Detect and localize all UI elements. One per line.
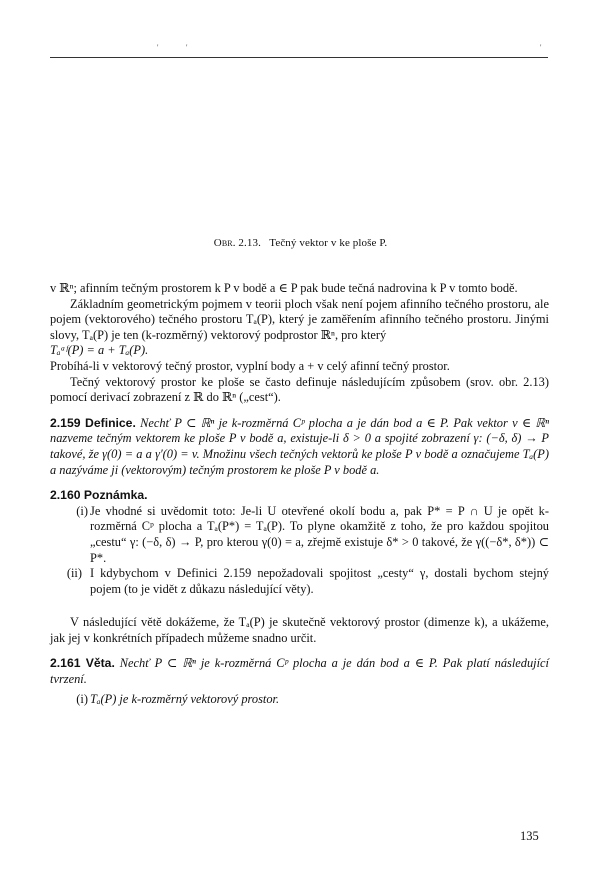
paragraph-after-remark: V následující větě dokážeme, že Tₐ(P) je skutečně vektorový prostor (dimenze k), a ukážeme, jak jej v konkrétních případech můžeme snadno určit. — [50, 615, 549, 645]
definition-text: Nechť P ⊂ ℝⁿ je k-rozměrná Cᵖ plocha a je dán bod a ∈ P. Pak vektor v ∈ ℝⁿ nazveme tečným vektorem ke ploše P v bodě a, existuje-li δ > 0 a spojité zobrazení γ: (−δ, δ) → P takové, že γ(0) = a a γ′(0) = v. Množinu všech tečných vektorů ke ploše P v bodě a označujeme Tₐ(P) a nazýváme ji (vektorovým) tečným prostorem ke ploše P v bodě a. — [50, 415, 549, 477]
theorem-item-1-text: Tₐ(P) je k-rozměrný vektorový prostor. — [90, 691, 280, 706]
theorem-heading: 2.161 Věta. — [50, 656, 115, 671]
remark-item-1-text: Je vhodné si uvědomit toto: Je-li U otevřené okolí bodu a, pak P* = P ∩ U je opět k-rozměrná Cᵖ plocha a Tₐ(P*) = Tₐ(P). To plyne okamžitě z toho, že pro každou spojitou „cestu“ γ: (−δ, δ) → P, pro kterou γ(0) = a, zřejmě existuje δ* > 0 takové, že γ((−δ*, δ*)) ⊂ P*. — [90, 503, 549, 565]
header-mark-2: ' — [186, 43, 188, 52]
remark-item-2-text: I kdybychom v Definici 2.159 nepožadovali spojitost „cesty“ γ, dostali bychom stejný pojem (to je vidět z důkazu následující věty). — [90, 566, 549, 596]
page-body — [50, 281, 549, 707]
header-mark-3: ' — [540, 43, 542, 52]
remark-heading: 2.160 Poznámka. — [50, 488, 148, 503]
definition-block — [50, 416, 549, 478]
page-number: 135 — [520, 829, 539, 843]
displayed-formula: Tₐᵃᶠ(P) = a + Tₐ(P). — [50, 343, 149, 358]
paragraph-2: Základním geometrickým pojmem v teorii ploch však není pojem afinního tečného prostoru, ale pojem (vektorového) tečného prostoru Tₐ(P), který je zaměřením afinního tečného prostoru. Jinými slovy, Tₐ(P) je ten (k-rozměrný) vektorový podprostor ℝⁿ, pro který — [50, 296, 549, 342]
remark-item-2 — [50, 566, 549, 597]
theorem-item-1-number: (i) — [76, 691, 88, 706]
definition-heading: 2.159 Definice. — [50, 415, 136, 430]
theorem-item-1 — [50, 692, 549, 708]
paragraph-4: Tečný vektorový prostor ke ploše se často definuje následujícím způsobem (srov. obr. 2.13) pomocí derivací zobrazení z ℝ do ℝⁿ („cest“). — [50, 374, 549, 405]
header-mark-1: ' — [157, 43, 159, 52]
figure-caption-label: Obr. 2.13. — [213, 237, 261, 249]
remark-item-1 — [50, 504, 549, 566]
figure-area — [50, 60, 548, 230]
figure-caption — [0, 237, 601, 249]
paragraph-3: Probíhá-li v vektorový tečný prostor, vyplní body a + v celý afinní tečný prostor. — [50, 358, 450, 373]
theorem-block — [50, 656, 549, 687]
figure-caption-text: Tečný vektor v ke ploše P. — [269, 237, 388, 249]
remark-item-1-number: (i) — [76, 503, 88, 518]
paragraph-1: v ℝⁿ; afinním tečným prostorem k P v bodě a ∈ P pak bude tečná nadrovina k P v tomto bodě. — [50, 281, 518, 295]
header-rule — [50, 57, 548, 58]
theorem-text: Nechť P ⊂ ℝⁿ je k-rozměrná Cᵖ plocha a je dán bod a ∈ P. Pak platí následující tvrzení. — [50, 656, 549, 687]
remark-item-2-number: (ii) — [66, 566, 82, 581]
